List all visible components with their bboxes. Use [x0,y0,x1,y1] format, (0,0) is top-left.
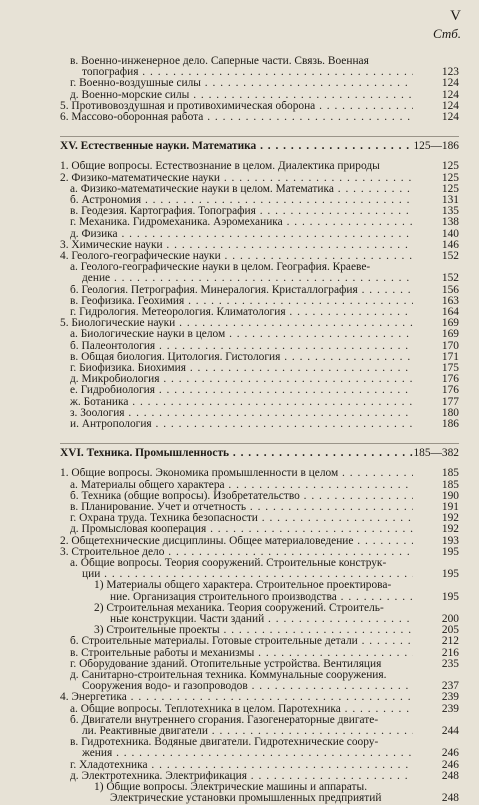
toc-entry-title: ние. Организация строительного производства . . . [110,592,413,603]
toc-entry-page: 164 [441,306,459,318]
toc-entry-page: 200 [441,613,459,625]
toc-entry-title: д. Промысловая кооперация . . . [70,524,413,535]
toc-entry-title: жения . . . [82,748,413,759]
toc-entry-page: 190 [441,489,459,502]
toc-entry-title: в. Геофизика. Геохимия . . . [70,296,413,307]
toc-entry-title: г. Гидрология. Метеорология. Климатология . . . [70,307,413,318]
toc-entry-page: 212 [441,635,459,648]
toc-entry-page: 125 [441,182,459,195]
toc-entry-page: 177 [441,395,459,408]
toc-entry-page: 125 [441,171,459,184]
toc-entry-page: 244 [441,725,459,737]
toc-entry-title: топография . . . [82,67,413,78]
toc-entry-page: 170 [441,339,459,352]
toc-entry-page: 138 [441,216,459,229]
toc-entry-title: 5. Противовоздушная и противохимическая оборона . . . [60,101,413,112]
toc-entry-title: XV. Естественные науки. Математика . . . [60,141,413,152]
toc-entry-title: в. Общая биология. Цитология. Гистология . . . [70,352,413,363]
toc-entry-title: Электрические установки промышленных предприятий [110,793,382,805]
toc-entry-page: 156 [441,283,459,296]
toc-entry-title: 5. Биологические науки . . . [60,318,413,329]
toc-entry-page: 185 [441,478,459,491]
section-divider [60,136,459,137]
toc-entry-title: 4. Энергетика . . . [60,692,413,703]
toc-entry-title: в. Гидротехника. Водяные двигатели. Гидротехнические соору- [70,737,379,749]
toc-entry-page: 192 [441,523,459,536]
toc-entry-page: 216 [441,646,459,659]
toc-entry-page: 171 [441,350,459,363]
toc-entry-title: 1. Общие вопросы. Экономика промышленности в целом . . . [60,468,413,479]
toc-entry-title: 4. Геолого-географические науки . . . [60,251,413,262]
toc-entry-page: 248 [441,792,459,805]
toc-entry-page: 248 [441,769,459,782]
toc-entry-page: 163 [441,294,459,307]
toc-entry-page: 140 [441,227,459,240]
toc-entry-page: 125—186 [413,140,459,153]
toc-entry-page: 124 [441,88,459,101]
toc-entry-title: XVI. Техника. Промышленность . . . [60,448,413,459]
toc-entry-page: 195 [441,568,459,581]
toc-entry-page: 185 [441,467,459,480]
toc-entry-page: 124 [441,111,459,123]
toc-entry-title: в. Строительные работы и механизмы . . . [70,648,413,659]
toc-entry-page: 176 [441,384,459,397]
toc-entry-title: а. Общие вопросы. Теплотехника в целом. Паротехника . . . [70,704,413,715]
toc-entry-page: 135 [441,205,459,218]
page-number: V [450,8,461,24]
column-header: Стб. [432,26,461,41]
toc-entry-title: г. Биофизика. Биохимия . . . [70,363,413,374]
toc-entry-title: ли. Реактивные двигатели . . . [82,726,413,737]
toc-entry-title: г. Военно-воздушные силы . . . [70,78,413,89]
toc-entry-title: д. Физика . . . [70,229,413,240]
toc-entry-page: 123 [441,66,459,79]
toc-entry-title: ции . . . [82,569,413,580]
toc-entry-title: д. Электротехника. Электрификация . . . [70,771,413,782]
toc-entry-title: г. Механика. Гидромеханика. Аэромеханика . . . [70,217,413,228]
toc-entry-page: 185—382 [413,447,459,460]
toc-entry-title: 3. Строительное дело . . . [60,547,413,558]
toc-entry-page: 239 [441,691,459,704]
toc-entry-title: 3. Химические науки . . . [60,240,413,251]
toc-entry-page: 146 [441,238,459,251]
toc-entry-title: 1) Материалы общего характера. Строительное проектирова- [94,580,392,592]
toc-entry-title: 3) Строительные проекты . . . [94,625,413,636]
toc-entry-page: 169 [441,328,459,341]
toc-entry-title: б. Астрономия . . . [70,195,413,206]
toc-entry-title: в. Планирование. Учет и отчетность . . . [70,502,413,513]
toc-entry-page: 195 [441,590,459,603]
toc-entry-title: а. Общие вопросы. Теория сооружений. Строительные конструк- [70,558,387,569]
toc-entry-title: а. Физико-математические науки в целом. Математика . . . [70,184,413,195]
toc-entry-title: б. Геология. Петрография. Минералогия. Кристаллография . . . [70,285,413,296]
toc-entry-page: 246 [441,758,459,771]
toc-entry-page: 175 [441,362,459,374]
toc-entry-page: 192 [441,512,459,525]
toc-entry-title: 2. Физико-математические науки . . . [60,173,413,184]
toc-entry-title: а. Геолого-географические науки в целом. География. Краеве- [70,262,371,274]
toc-entry-page: 124 [441,77,459,90]
toc-entry-page: 195 [441,545,459,558]
toc-entry-page: 131 [441,194,459,206]
toc-entry-page: 125 [441,160,459,173]
toc-entry-title: 2) Строительная механика. Теория сооружений. Строитель- [94,602,384,614]
toc-entry-page: 246 [441,747,459,760]
toc-entry-title: в. Геодезия. Картография. Топография . . . [70,206,413,217]
toc-entry-title: 1. Общие вопросы. Естествознание в целом. Диалектика природы [60,161,380,173]
toc-entry-title: д. Микробиология . . . [70,374,413,385]
toc-entry-title: 1) Общие вопросы. Электрические машины и аппараты. [94,782,368,793]
toc-entry-page: 239 [441,702,459,715]
toc-entry-title: г. Оборудование зданий. Отопительные устройства. Вентиляция [70,658,382,670]
toc-entry-title: в. Военно-инженерное дело. Саперные части. Связь. Военная [70,56,369,67]
toc-entry-title: д. Санитарно-строительная техника. Коммунальные сооружения. [70,670,387,681]
toc-entry-title: ные конструкции. Части зданий . . . [110,614,413,625]
toc-entry-title: б. Техника (общие вопросы). Изобретательство . . . [70,491,413,502]
toc-entry-page: 152 [441,250,459,262]
toc-entry-title: г. Хладотехника . . . [70,760,413,771]
toc-entry-title: а. Материалы общего характера . . . [70,480,413,491]
toc-entry-page: 176 [441,373,459,386]
toc-entry-page: 186 [441,418,459,430]
toc-entry-title: з. Зоология . . . [70,408,413,419]
toc-entry-page: 237 [441,680,459,693]
toc-entry-title: г. Охрана труда. Техника безопасности . . . [70,513,413,524]
toc-entry-page: 180 [441,406,459,419]
toc-entry-title: б. Строительные материалы. Готовые строительные детали . . . [70,636,413,647]
toc-entry-title: д. Военно-морские силы . . . [70,90,413,101]
toc-entry-title: 6. Массово-оборонная работа . . . [60,112,413,123]
toc-entry-title: б. Палеонтология . . . [70,341,413,352]
toc-entry-title: Сооружения водо- и газопроводов . . . [82,681,413,692]
toc-entry-title: 2. Общетехнические дисциплины. Общее материаловедение . . . [60,536,413,547]
toc-entry-title: ж. Ботаника . . . [70,397,413,408]
toc-entry-page: 169 [441,317,459,330]
toc-entry-title: дение . . . [82,273,413,284]
toc-entry-title: б. Двигатели внутреннего сгорания. Газогенераторные двигате- [70,714,379,726]
toc-entry-page: 193 [441,534,459,547]
section-divider [60,443,459,444]
toc-entry-page: 191 [441,501,459,513]
toc-entry-page: 205 [441,624,459,637]
toc-entry-title: и. Антропология . . . [70,419,413,430]
toc-entry-page: 235 [441,657,459,670]
toc-entry-page: 152 [441,272,459,285]
toc-entry-page: 124 [441,99,459,112]
toc-entry-title: е. Гидробиология . . . [70,385,413,396]
toc-entry-title: а. Биологические науки в целом . . . [70,329,413,340]
